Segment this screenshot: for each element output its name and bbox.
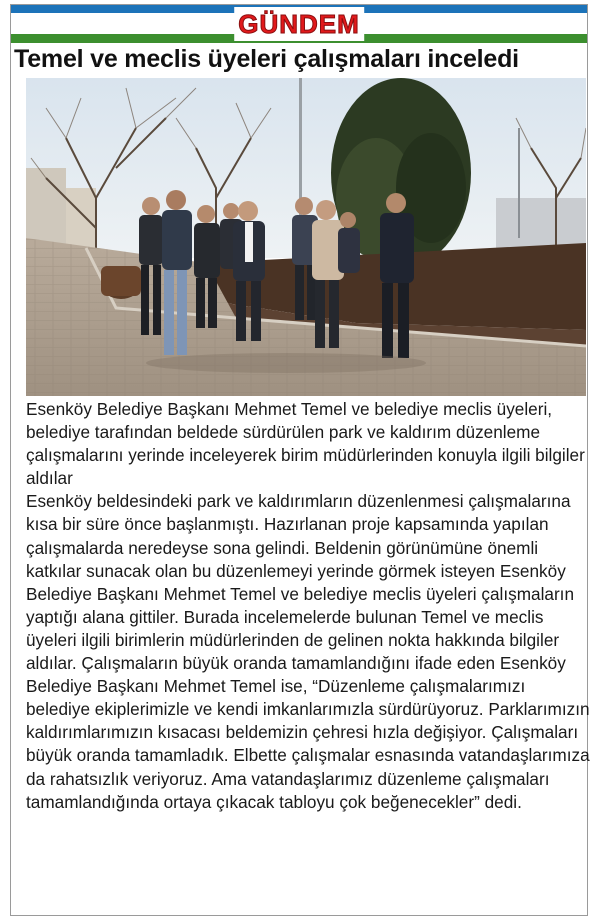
article-paragraph: Esenköy Belediye Başkanı Mehmet Temel ve belediye meclis üyeleri, belediye tarafından beldede sürdürülen park ve kaldırım düzenleme çalışmalarını yerinde inceleyerek birim müdürlerinden konuyla ilgili bilgiler aldılar: [26, 399, 585, 489]
article-body: [26, 398, 590, 814]
article-paragraph: Esenköy beldesindeki park ve kaldırımların düzenlenmesi çalışmalarına kısa bir süre önce başlanmıştı. Hazırlanan proje kapsamında yapılan çalışmalarda neredeyse sona gelindi. Beldenin görünümüne önemli katkılar sunacak olan bu düzenlemeyi yerinde görmek isteyen Esenköy Belediye Başkanı Mehmet Temel ve belediye meclis üyeleri çalışmaların yaptığı alana gittiler. Burada incelemelerde bulunan Temel ve meclis üyeleri ilgili birimlerin müdürlerinden de gelinen nokta hakkında bilgiler aldılar. Çalışmaların büyük oranda tamamlandığını ifade eden Esenköy Belediye Başkanı Mehmet Temel ise, “Düzenleme çalışmalarımızı belediye ekiplerimizle ve kendi imkanlarımızla sürdürüyoruz. Parklarımızın kaldırımlarımızın kısacası beldemizin çehresi hızla değişiyor. Çalışmaları büyük oranda tamamladık. Elbette çalışmalar esnasında vatandaşlarımıza da rahatsızlık veriyoruz. Ama vatandaşlarımız düzenleme çalışmaları tamamlandığında ortaya çıkacak tabloyu çok beğenecekler” dedi.: [26, 491, 590, 812]
section-label: GÜNDEM: [234, 7, 364, 41]
article-photo: [26, 78, 586, 396]
article-headline: Temel ve meclis üyeleri çalışmaları inceledi: [14, 45, 519, 73]
section-header: [11, 5, 587, 47]
